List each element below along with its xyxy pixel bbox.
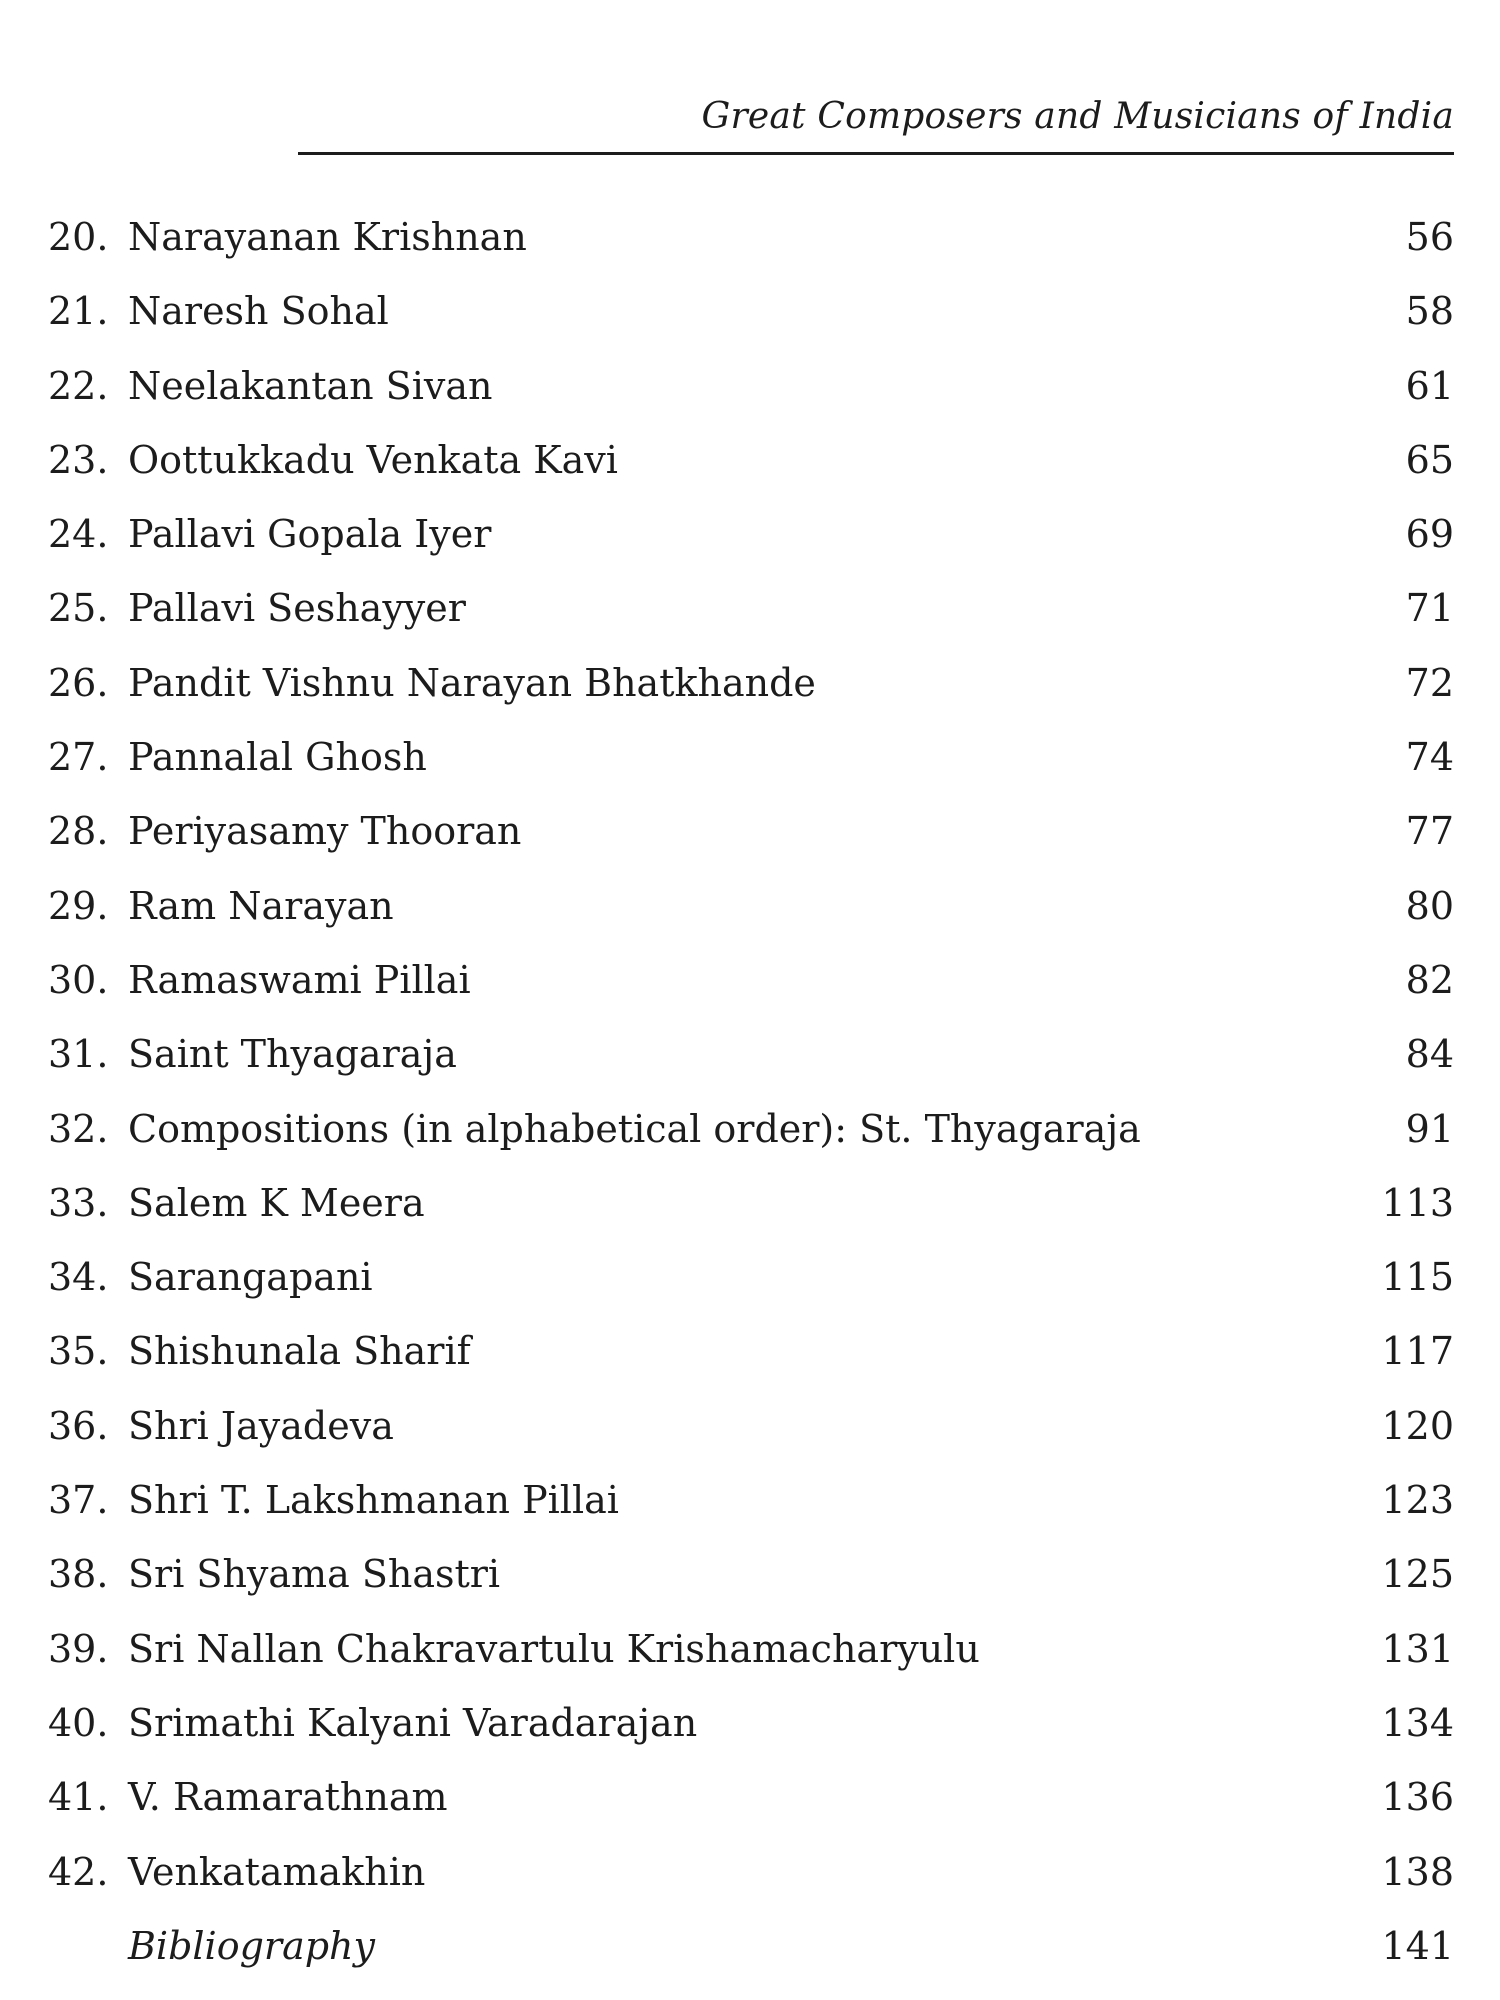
toc-entry-title: Compositions (in alphabetical order): St. Thyagaraja [128, 1106, 1141, 1151]
toc-entry-page: 134 [1381, 1700, 1454, 1745]
toc-entry-page: 138 [1381, 1849, 1454, 1894]
toc-entry-title: Ramaswami Pillai [128, 957, 471, 1002]
toc-entry [0, 1845, 1500, 1919]
toc-entry-page: 123 [1381, 1478, 1454, 1523]
toc-entry-page: 91 [1405, 1106, 1454, 1151]
toc-entry-number: 25. [48, 586, 109, 631]
toc-entry [0, 730, 1500, 804]
toc-entry-page: 56 [1405, 215, 1454, 259]
toc-entry-page: 77 [1405, 809, 1454, 854]
toc-entry-page: 117 [1381, 1329, 1454, 1374]
toc-entry [0, 1027, 1500, 1101]
toc-entry [0, 656, 1500, 730]
toc-entry-page: 65 [1405, 437, 1454, 482]
toc-entry [0, 1324, 1500, 1398]
toc-entry-title: Venkatamakhin [128, 1849, 426, 1894]
toc-entry-page: 82 [1405, 957, 1454, 1002]
toc-entry [0, 953, 1500, 1027]
toc-entry [0, 1696, 1500, 1770]
toc-entry-title: Sarangapani [128, 1255, 373, 1300]
toc-entry-title: Periyasamy Thooran [128, 809, 522, 854]
toc-entry-title: Sri Nallan Chakravartulu Krishamacharyulu [128, 1626, 980, 1671]
toc-entry-title: Narayanan Krishnan [128, 215, 527, 259]
toc-entry-number: 42. [48, 1849, 109, 1894]
toc-entry-page: 61 [1405, 363, 1454, 408]
toc-entry-page: 131 [1381, 1626, 1454, 1671]
toc-entry-number: 41. [48, 1775, 109, 1820]
toc-entry-number: 33. [48, 1180, 109, 1225]
toc-entry [0, 804, 1500, 878]
toc-entry-title: Shishunala Sharif [128, 1329, 471, 1374]
bibliography-title: Bibliography [128, 1923, 375, 1968]
toc-entry-page: 136 [1381, 1775, 1454, 1820]
toc-entry [0, 581, 1500, 655]
toc-entry-page: 69 [1405, 512, 1454, 557]
toc-entry-number: 30. [48, 957, 109, 1002]
toc-entry [0, 1399, 1500, 1473]
toc-entry-number: 35. [48, 1329, 109, 1374]
toc-entry [0, 433, 1500, 507]
toc-entry-number: 24. [48, 512, 109, 557]
toc-entry-page: 74 [1405, 735, 1454, 780]
toc-entry-title: Srimathi Kalyani Varadarajan [128, 1700, 698, 1745]
toc-entry [0, 1770, 1500, 1844]
toc-entry-number: 39. [48, 1626, 109, 1671]
toc-entry [0, 1176, 1500, 1250]
toc-entry-title: Ram Narayan [128, 883, 394, 928]
toc-entry-title: Shri Jayadeva [128, 1403, 394, 1448]
toc-entry-title: Pannalal Ghosh [128, 735, 427, 780]
toc-entry [0, 210, 1500, 284]
toc-entry [0, 507, 1500, 581]
toc-entry-page: 115 [1381, 1255, 1454, 1300]
toc-entry-page: 80 [1405, 883, 1454, 928]
toc-entry-bibliography [0, 1919, 1500, 1993]
toc-entry-title: Saint Thyagaraja [128, 1032, 457, 1077]
toc-entry-title: Salem K Meera [128, 1180, 425, 1225]
running-head: Great Composers and Musicians of India [701, 96, 1454, 137]
toc-entry-number: 20. [48, 215, 109, 259]
toc-entry-number: 22. [48, 363, 109, 408]
toc-entry [0, 879, 1500, 953]
toc-entry [0, 1547, 1500, 1621]
toc-entry-number: 40. [48, 1700, 109, 1745]
toc-entry-page: 71 [1405, 586, 1454, 631]
toc-entry-title: Naresh Sohal [128, 289, 389, 334]
toc-entry-number: 31. [48, 1032, 109, 1077]
toc-entry-page: 84 [1405, 1032, 1454, 1077]
toc-entry-number: 23. [48, 437, 109, 482]
toc-entry-title: Neelakantan Sivan [128, 363, 493, 408]
toc-entry-number: 28. [48, 809, 109, 854]
bibliography-page: 141 [1381, 1923, 1454, 1968]
header-rule [298, 152, 1454, 155]
toc-entry-page: 72 [1405, 660, 1454, 705]
toc-entry-number: 32. [48, 1106, 109, 1151]
toc-entry-title: Pallavi Seshayyer [128, 586, 466, 631]
toc-entry-title: Oottukkadu Venkata Kavi [128, 437, 618, 482]
toc-entry-title: V. Ramarathnam [128, 1775, 448, 1820]
toc-entry-number: 27. [48, 735, 109, 780]
toc-entry-title: Pandit Vishnu Narayan Bhatkhande [128, 660, 816, 705]
toc-entry-number: 21. [48, 289, 109, 334]
toc-entry-page: 125 [1381, 1552, 1454, 1597]
toc-entry-number: 26. [48, 660, 109, 705]
toc-entry-title: Shri T. Lakshmanan Pillai [128, 1478, 619, 1523]
toc-entry [0, 284, 1500, 358]
table-of-contents [0, 210, 1500, 1993]
toc-entry-page: 120 [1381, 1403, 1454, 1448]
toc-entry-number: 38. [48, 1552, 109, 1597]
toc-entry-number: 29. [48, 883, 109, 928]
toc-entry [0, 359, 1500, 433]
toc-entry [0, 1250, 1500, 1324]
toc-entry-number: 34. [48, 1255, 109, 1300]
toc-entry-title: Sri Shyama Shastri [128, 1552, 501, 1597]
toc-entry-page: 113 [1381, 1180, 1454, 1225]
toc-entry-page: 58 [1405, 289, 1454, 334]
toc-entry-number: 36. [48, 1403, 109, 1448]
toc-entry [0, 1102, 1500, 1176]
toc-entry-title: Pallavi Gopala Iyer [128, 512, 492, 557]
toc-entry [0, 1473, 1500, 1547]
toc-entry-number: 37. [48, 1478, 109, 1523]
toc-entry [0, 1622, 1500, 1696]
